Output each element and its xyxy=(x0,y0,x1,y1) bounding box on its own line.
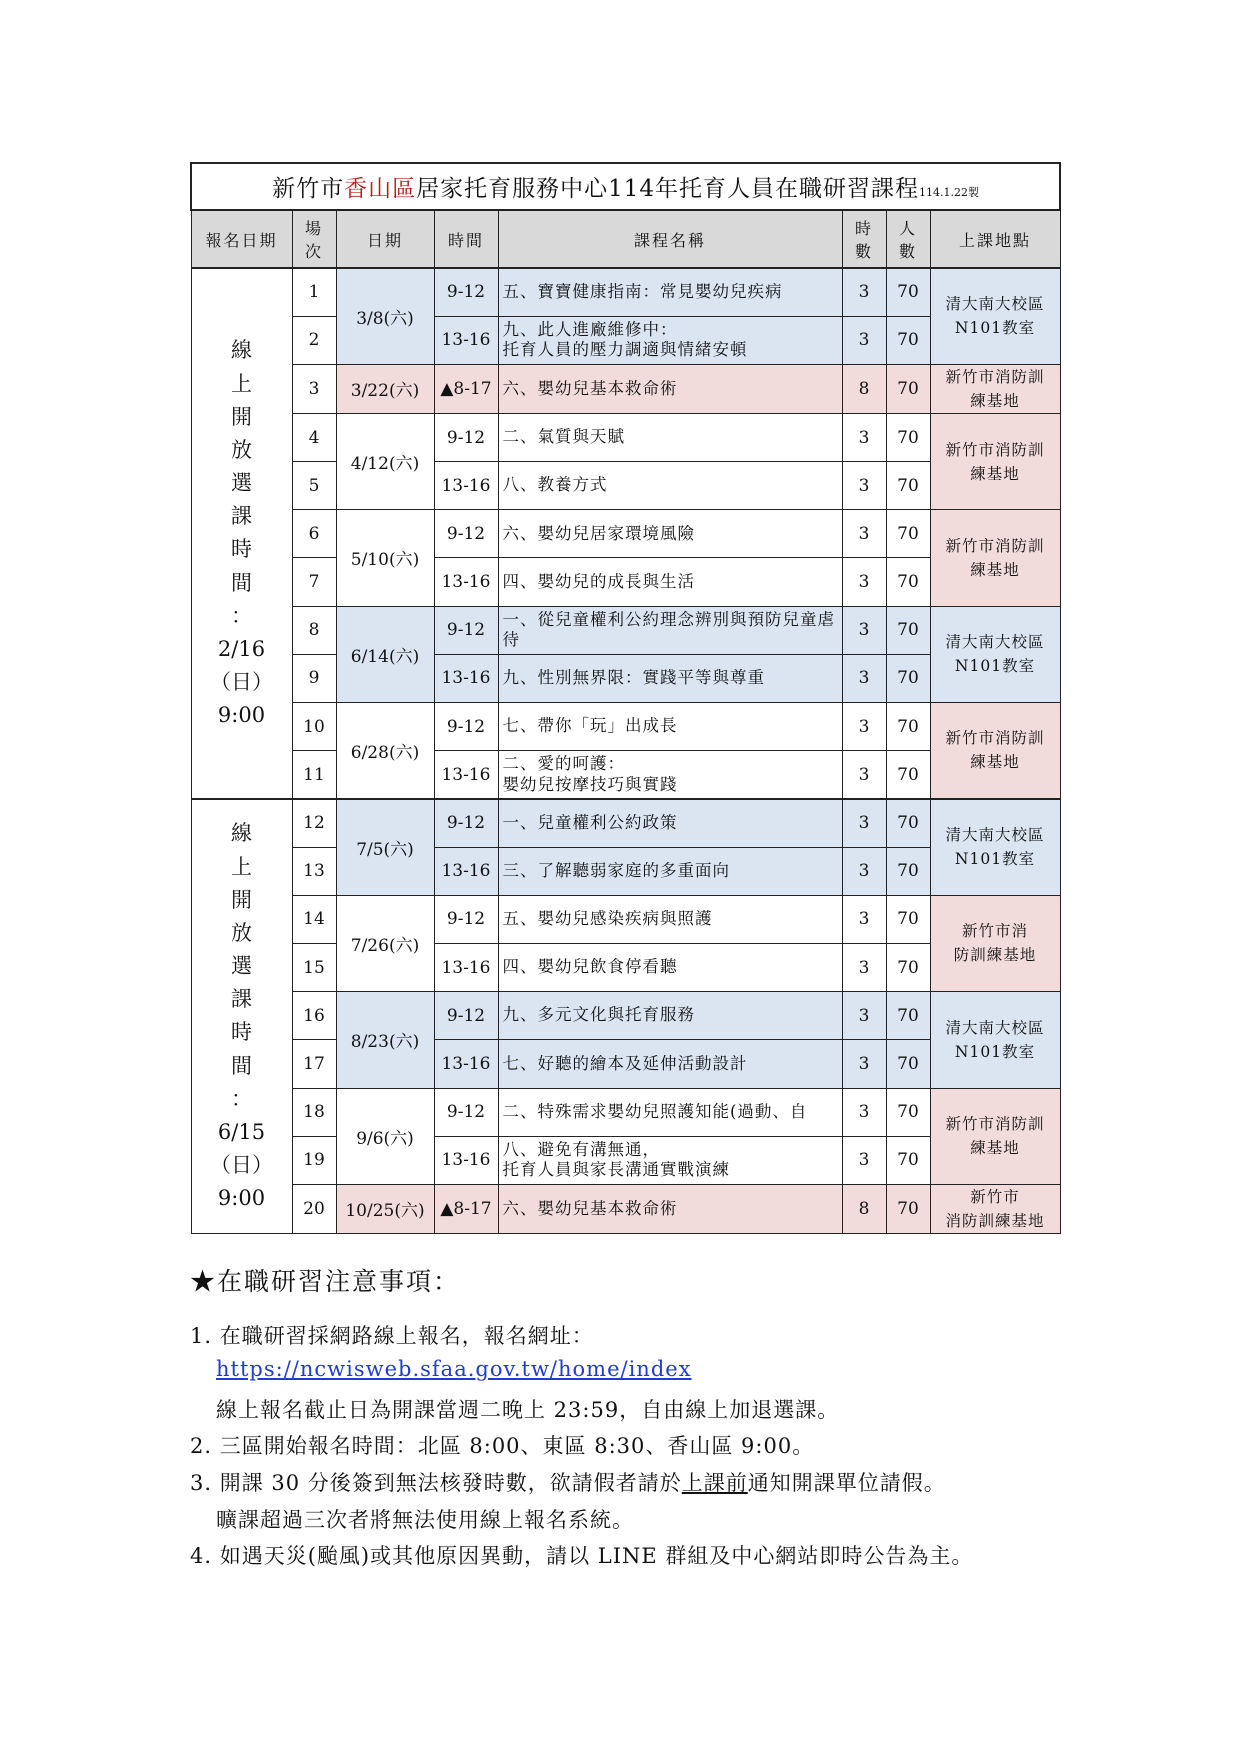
note-3-underlined: 上課前 xyxy=(681,1471,748,1495)
course-hours: 3 xyxy=(842,751,886,799)
course-capacity: 70 xyxy=(886,1088,930,1136)
table-row xyxy=(191,1136,1060,1184)
course-hours: 3 xyxy=(842,1136,886,1184)
header-date: 日期 xyxy=(336,210,434,268)
session-time: 9-12 xyxy=(434,510,498,558)
signup-period-line: 放 xyxy=(231,437,252,462)
course-name-line: 二、特殊需求嬰幼兒照護知能(過動、自 xyxy=(502,1101,808,1121)
table-row xyxy=(191,799,1060,847)
course-hours: 8 xyxy=(842,364,886,413)
course-location-line: N101教室 xyxy=(954,657,1036,676)
course-name xyxy=(498,510,842,558)
course-hours: 3 xyxy=(842,703,886,751)
session-date: 3/8(六) xyxy=(336,268,434,364)
course-hours: 3 xyxy=(842,462,886,510)
session-time: 9-12 xyxy=(434,895,498,943)
course-name-line: 四、嬰幼兒飲食停看聽 xyxy=(502,957,678,977)
signup-period-cell xyxy=(191,268,292,799)
signup-period-line: （日） xyxy=(210,1153,273,1178)
course-name-line: 五、寶寶健康指南：常見嬰幼兒疾病 xyxy=(502,282,783,302)
table-row xyxy=(191,847,1060,895)
course-name-line: 五、嬰幼兒感染疾病與照護 xyxy=(502,909,713,929)
course-name xyxy=(498,1136,842,1184)
course-name xyxy=(498,1040,842,1088)
session-date: 5/10(六) xyxy=(336,510,434,606)
session-time: 13-16 xyxy=(434,558,498,606)
header-hours: 時數 xyxy=(842,210,886,268)
course-location-line: 清大南大校區 xyxy=(945,826,1045,845)
course-location xyxy=(930,510,1060,606)
course-name-line: 九、此人進廠維修中： xyxy=(502,319,678,339)
signup-period-line: （日） xyxy=(210,670,273,695)
table-row xyxy=(191,364,1060,413)
course-capacity: 70 xyxy=(886,943,930,991)
course-name xyxy=(498,1184,842,1233)
signup-period-line: 上 xyxy=(231,854,252,879)
course-capacity: 70 xyxy=(886,364,930,413)
course-location-line: N101教室 xyxy=(954,850,1036,869)
course-capacity: 70 xyxy=(886,799,930,847)
course-name-line: 二、氣質與天賦 xyxy=(502,427,625,447)
note-3 xyxy=(190,1467,946,1497)
signup-period-line: 上 xyxy=(231,371,252,396)
signup-period-line: 時 xyxy=(231,1020,252,1045)
table-row xyxy=(191,558,1060,606)
table-row xyxy=(191,992,1060,1040)
table-row xyxy=(191,943,1060,991)
table-row xyxy=(191,703,1060,751)
session-date: 7/5(六) xyxy=(336,799,434,895)
course-name xyxy=(498,992,842,1040)
header-course-name: 課程名稱 xyxy=(498,210,842,268)
course-hours: 3 xyxy=(842,1040,886,1088)
course-name xyxy=(498,703,842,751)
course-location-line: 練基地 xyxy=(970,391,1020,410)
table-title xyxy=(191,163,1060,210)
course-location-line: N101教室 xyxy=(954,1042,1036,1061)
table-row xyxy=(191,895,1060,943)
session-number: 10 xyxy=(292,703,336,751)
note-3-detail: 曠課超過三次者將無法使用線上報名系統。 xyxy=(216,1508,634,1532)
session-time: 9-12 xyxy=(434,606,498,654)
session-time: 9-12 xyxy=(434,268,498,316)
note-3-part-c: 通知開課單位請假。 xyxy=(747,1471,946,1495)
table-row xyxy=(191,510,1060,558)
note-1-detail: 線上報名截止日為開課當週二晚上 23:59，自由線上加退選課。 xyxy=(216,1398,840,1422)
course-capacity: 70 xyxy=(886,316,930,364)
header-time: 時間 xyxy=(434,210,498,268)
course-name-line: 嬰幼兒按摩技巧與實踐 xyxy=(502,774,678,794)
course-location-line: 消防訓練基地 xyxy=(945,1211,1045,1230)
course-location-line: 新竹市消防訓 xyxy=(945,536,1045,555)
session-time: 9-12 xyxy=(434,992,498,1040)
course-name xyxy=(498,413,842,461)
header-session-no: 場次 xyxy=(292,210,336,268)
session-number: 1 xyxy=(292,268,336,316)
session-number: 15 xyxy=(292,943,336,991)
course-name-line: 六、嬰幼兒基本救命術 xyxy=(502,378,678,398)
course-name-line: 三、了解聽弱家庭的多重面向 xyxy=(502,860,730,880)
course-location-line: 新竹市消防訓 xyxy=(945,1115,1045,1134)
course-name-line: 二、愛的呵護： xyxy=(502,753,625,773)
table-row xyxy=(191,413,1060,461)
session-number: 6 xyxy=(292,510,336,558)
course-location-line: 練基地 xyxy=(970,464,1020,483)
course-location xyxy=(930,1088,1060,1184)
signup-period-line: 間 xyxy=(231,570,252,595)
table-row xyxy=(191,654,1060,702)
session-time: ▲8-17 xyxy=(434,364,498,413)
note-2: 2. 三區開始報名時間：北區 8:00、東區 8:30、香山區 9:00。 xyxy=(190,1434,815,1458)
session-date: 10/25(六) xyxy=(336,1184,434,1233)
session-date: 7/26(六) xyxy=(336,895,434,991)
signup-period-line: 間 xyxy=(231,1053,252,1078)
course-capacity: 70 xyxy=(886,1040,930,1088)
course-name-line: 八、避免有溝無通， xyxy=(502,1139,660,1159)
table-row xyxy=(191,1088,1060,1136)
course-location xyxy=(930,895,1060,991)
course-location-line: 練基地 xyxy=(970,1139,1020,1158)
session-number: 13 xyxy=(292,847,336,895)
signup-period-line: 線 xyxy=(231,821,252,846)
session-time: 13-16 xyxy=(434,654,498,702)
course-name-line: 一、從兒童權利公約理念辨別與預防兒童虐待 xyxy=(502,609,835,650)
course-location-line: 清大南大校區 xyxy=(945,633,1045,652)
signup-period-line: ： xyxy=(231,603,252,628)
course-name-line: 九、性別無界限：實踐平等與尊重 xyxy=(502,668,765,688)
course-capacity: 70 xyxy=(886,510,930,558)
course-location-line: 新竹市消 xyxy=(962,922,1029,941)
session-number: 3 xyxy=(292,364,336,413)
table-row xyxy=(191,462,1060,510)
session-time: 13-16 xyxy=(434,316,498,364)
course-hours: 3 xyxy=(842,558,886,606)
session-time: 9-12 xyxy=(434,703,498,751)
session-date: 4/12(六) xyxy=(336,413,434,509)
course-capacity: 70 xyxy=(886,1136,930,1184)
table-row xyxy=(191,268,1060,316)
session-number: 17 xyxy=(292,1040,336,1088)
course-capacity: 70 xyxy=(886,751,930,799)
course-hours: 3 xyxy=(842,268,886,316)
header-location: 上課地點 xyxy=(930,210,1060,268)
course-capacity: 70 xyxy=(886,992,930,1040)
course-capacity: 70 xyxy=(886,413,930,461)
signup-period-line: 6/15 xyxy=(217,1119,266,1144)
course-location xyxy=(930,364,1060,413)
header-row xyxy=(191,210,1060,268)
session-time: ▲8-17 xyxy=(434,1184,498,1233)
session-time: 13-16 xyxy=(434,462,498,510)
course-capacity: 70 xyxy=(886,703,930,751)
course-name xyxy=(498,751,842,799)
course-location-line: 新竹市消防訓 xyxy=(945,729,1045,748)
title-main: 居家托育服務中心114年托育人員在職研習課程 xyxy=(416,176,919,202)
notes-title: ★在職研習注意事項： xyxy=(190,1267,461,1296)
course-name xyxy=(498,799,842,847)
signup-period-line: 時 xyxy=(231,537,252,562)
session-number: 14 xyxy=(292,895,336,943)
signup-period-line: 開 xyxy=(231,404,252,429)
course-location xyxy=(930,606,1060,702)
course-location-line: 練基地 xyxy=(970,560,1020,579)
course-location-line: 清大南大校區 xyxy=(945,295,1045,314)
course-name xyxy=(498,1088,842,1136)
note-4: 4. 如遇天災(颱風)或其他原因異動，請以 LINE 群組及中心網站即時公告為主。 xyxy=(190,1544,974,1568)
course-capacity: 70 xyxy=(886,558,930,606)
course-hours: 3 xyxy=(842,943,886,991)
course-name xyxy=(498,895,842,943)
course-name-line: 九、多元文化與托育服務 xyxy=(502,1005,695,1025)
course-name xyxy=(498,558,842,606)
signup-url-link[interactable]: https://ncwisweb.sfaa.gov.tw/home/index xyxy=(216,1357,692,1381)
course-capacity: 70 xyxy=(886,895,930,943)
session-time: 13-16 xyxy=(434,1136,498,1184)
course-hours: 3 xyxy=(842,799,886,847)
course-hours: 3 xyxy=(842,316,886,364)
session-number: 11 xyxy=(292,751,336,799)
session-number: 19 xyxy=(292,1136,336,1184)
session-time: 9-12 xyxy=(434,1088,498,1136)
signup-period-line: 課 xyxy=(231,987,252,1012)
course-name xyxy=(498,364,842,413)
course-name-line: 一、兒童權利公約政策 xyxy=(502,812,678,832)
session-time: 9-12 xyxy=(434,799,498,847)
course-name xyxy=(498,847,842,895)
header-signup-date: 報名日期 xyxy=(191,210,292,268)
signup-period-line: 開 xyxy=(231,887,252,912)
course-hours: 3 xyxy=(842,1088,886,1136)
table-row xyxy=(191,1040,1060,1088)
course-name xyxy=(498,654,842,702)
session-time: 13-16 xyxy=(434,943,498,991)
course-hours: 3 xyxy=(842,992,886,1040)
session-time: 13-16 xyxy=(434,1040,498,1088)
course-capacity: 70 xyxy=(886,847,930,895)
signup-period-line: 選 xyxy=(231,471,252,496)
course-hours: 3 xyxy=(842,847,886,895)
course-hours: 3 xyxy=(842,654,886,702)
course-hours: 8 xyxy=(842,1184,886,1233)
course-name-line: 六、嬰幼兒基本救命術 xyxy=(502,1198,678,1218)
session-time: 9-12 xyxy=(434,413,498,461)
table-row xyxy=(191,606,1060,654)
course-capacity: 70 xyxy=(886,654,930,702)
course-name-line: 六、嬰幼兒居家環境風險 xyxy=(502,523,695,543)
course-location-line: 新竹市消防訓 xyxy=(945,440,1045,459)
signup-period-cell xyxy=(191,799,292,1234)
course-location xyxy=(930,413,1060,509)
title-prefix: 新竹市 xyxy=(272,176,345,202)
course-capacity: 70 xyxy=(886,1184,930,1233)
session-time: 13-16 xyxy=(434,751,498,799)
course-hours: 3 xyxy=(842,895,886,943)
signup-period-line: 課 xyxy=(231,504,252,529)
course-hours: 3 xyxy=(842,413,886,461)
course-capacity: 70 xyxy=(886,268,930,316)
signup-period-line: 線 xyxy=(231,338,252,363)
session-number: 8 xyxy=(292,606,336,654)
course-name-line: 七、好聽的繪本及延伸活動設計 xyxy=(502,1053,748,1073)
course-location xyxy=(930,268,1060,364)
course-location xyxy=(930,1184,1060,1233)
session-date: 6/14(六) xyxy=(336,606,434,702)
title-district: 香山區 xyxy=(344,176,417,202)
session-number: 9 xyxy=(292,654,336,702)
session-number: 20 xyxy=(292,1184,336,1233)
session-number: 12 xyxy=(292,799,336,847)
table-row xyxy=(191,316,1060,364)
table-row xyxy=(191,751,1060,799)
session-time: 13-16 xyxy=(434,847,498,895)
session-date: 6/28(六) xyxy=(336,703,434,799)
course-location-line: 清大南大校區 xyxy=(945,1018,1045,1037)
course-location-line: 新竹市 xyxy=(970,1187,1020,1206)
note-3-part-a: 3. 開課 30 分後簽到無法核發時數，欲請假者請於 xyxy=(190,1471,682,1495)
course-hours: 3 xyxy=(842,510,886,558)
signup-period-line: 2/16 xyxy=(217,636,266,661)
course-name-line: 托育人員的壓力調適與情緒安頓 xyxy=(502,340,748,360)
course-hours: 3 xyxy=(842,606,886,654)
course-name xyxy=(498,606,842,654)
course-location-line: N101教室 xyxy=(954,319,1036,338)
course-name-line: 四、嬰幼兒的成長與生活 xyxy=(502,571,695,591)
course-name-line: 七、帶你「玩」出成長 xyxy=(502,716,678,736)
signup-period-line: 9:00 xyxy=(217,703,266,728)
course-name xyxy=(498,462,842,510)
course-location xyxy=(930,992,1060,1088)
course-location xyxy=(930,703,1060,799)
course-name-line: 托育人員與家長溝通實戰演練 xyxy=(502,1160,730,1180)
course-name-line: 八、教養方式 xyxy=(502,475,608,495)
session-number: 7 xyxy=(292,558,336,606)
signup-period-line: 選 xyxy=(231,954,252,979)
session-number: 5 xyxy=(292,462,336,510)
course-name xyxy=(498,943,842,991)
course-name xyxy=(498,316,842,364)
signup-period-line: 9:00 xyxy=(217,1186,266,1211)
course-capacity: 70 xyxy=(886,462,930,510)
session-number: 4 xyxy=(292,413,336,461)
session-number: 18 xyxy=(292,1088,336,1136)
header-people: 人數 xyxy=(886,210,930,268)
course-location-line: 新竹市消防訓 xyxy=(945,367,1045,386)
course-location-line: 防訓練基地 xyxy=(953,946,1037,965)
session-number: 2 xyxy=(292,316,336,364)
signup-period-line: ： xyxy=(231,1086,252,1111)
course-capacity: 70 xyxy=(886,606,930,654)
session-date: 8/23(六) xyxy=(336,992,434,1088)
course-schedule-table xyxy=(190,162,1061,1234)
session-number: 16 xyxy=(292,992,336,1040)
note-1: 1. 在職研習採網路線上報名，報名網址： xyxy=(190,1324,594,1348)
course-location-line: 練基地 xyxy=(970,753,1020,772)
session-date: 3/22(六) xyxy=(336,364,434,413)
course-name xyxy=(498,268,842,316)
table-row xyxy=(191,1184,1060,1233)
signup-period-line: 放 xyxy=(231,920,252,945)
course-location xyxy=(930,799,1060,895)
session-date: 9/6(六) xyxy=(336,1088,434,1184)
title-date: 114.1.22製 xyxy=(918,186,979,199)
